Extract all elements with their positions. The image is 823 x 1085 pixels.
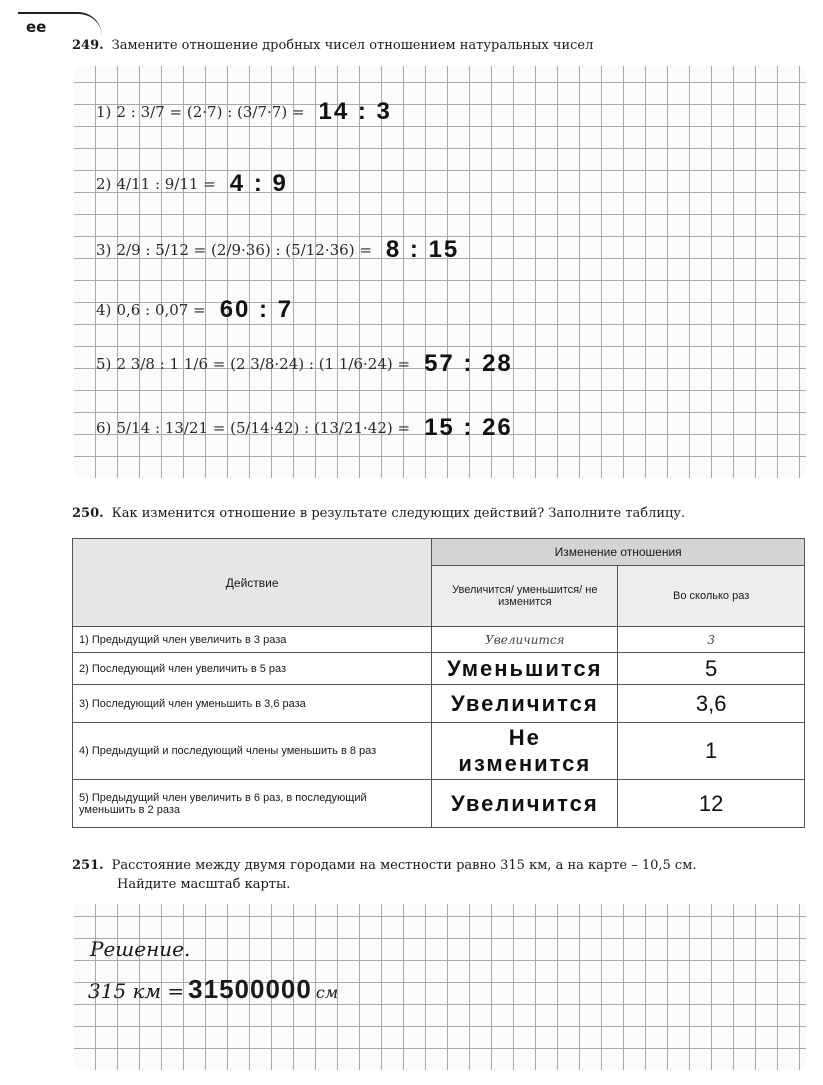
table-row <box>73 723 805 780</box>
page-mark: ее <box>26 18 47 36</box>
task-249-number: 249. <box>72 38 104 53</box>
task-251-prompt-line1: Расстояние между двумя городами на местности равно 315 км, а на карте – 10,5 см. <box>111 858 697 873</box>
row-times: 3 <box>618 627 805 653</box>
equation-row-5 <box>96 350 513 378</box>
row-times: 1 <box>618 723 805 780</box>
table-row <box>73 780 805 828</box>
row-times: 3,6 <box>618 685 805 723</box>
task-250-number: 250. <box>72 506 104 521</box>
row-direction: Увеличится <box>432 685 618 723</box>
equation-printed: 5/14 : 13/21 = (5/14·42) : (13/21·42) = <box>116 419 411 437</box>
row-action: 4) Предыдущий и последующий члены уменьшить в 8 раз <box>73 723 432 780</box>
row-direction: Не изменится <box>432 723 618 780</box>
equation-answer: 14 : 3 <box>318 98 392 125</box>
table-row <box>73 627 805 653</box>
equation-row-2 <box>96 170 288 198</box>
row-action: 5) Предыдущий член увеличить в 6 раз, в последующий уменьшить в 2 раза <box>73 780 432 828</box>
task-251-prompt-line2: Найдите масштаб карты. <box>117 877 291 892</box>
equation-answer: 57 : 28 <box>424 350 513 377</box>
task-249-prompt: Замените отношение дробных чисел отношением натуральных чисел <box>111 38 594 53</box>
equation-row-3 <box>96 236 459 264</box>
task-250-prompt: Как изменится отношение в результате следующих действий? Заполните таблицу. <box>111 506 686 521</box>
equation-answer: 8 : 15 <box>385 236 460 263</box>
equation-row-4 <box>96 296 293 324</box>
change-table <box>72 538 805 828</box>
header-times: Во сколько раз <box>618 566 805 627</box>
equation-printed: 2 3/8 : 1 1/6 = (2 3/8·24) : (1 1/6·24) = <box>116 355 411 373</box>
header-change: Изменение отношения <box>432 539 805 566</box>
task-250-heading <box>72 506 685 521</box>
equation-printed: 2 : 3/7 = (2·7) : (3/7·7) = <box>116 103 305 121</box>
solution-line <box>88 974 338 1005</box>
equation-label: 6) <box>96 419 112 437</box>
equation-answer: 4 : 9 <box>229 170 288 197</box>
equation-label: 2) <box>96 175 112 193</box>
task-251-heading <box>72 858 696 873</box>
equation-answer: 15 : 26 <box>424 414 513 441</box>
table-row <box>73 685 805 723</box>
row-times: 12 <box>618 780 805 828</box>
page-mark-line <box>18 12 70 14</box>
equation-answer: 60 : 7 <box>219 296 294 323</box>
task-249-heading <box>72 38 593 53</box>
solution-unit: см <box>315 983 339 1002</box>
equation-printed: 2/9 : 5/12 = (2/9·36) : (5/12·36) = <box>116 241 372 259</box>
solution-printed: 315 км = <box>88 979 185 1003</box>
equation-label: 1) <box>96 103 112 121</box>
row-direction: Увеличится <box>432 780 618 828</box>
equation-row-6 <box>96 414 513 442</box>
table-row <box>73 653 805 685</box>
equation-label: 4) <box>96 301 112 319</box>
row-direction: Увеличится <box>432 627 618 653</box>
equation-row-1 <box>96 98 392 126</box>
equation-label: 3) <box>96 241 112 259</box>
row-times: 5 <box>618 653 805 685</box>
equation-printed: 0,6 : 0,07 = <box>116 301 206 319</box>
header-action: Действие <box>73 539 432 627</box>
row-action: 3) Последующий член уменьшить в 3,6 раза <box>73 685 432 723</box>
equation-label: 5) <box>96 355 112 373</box>
task-251-number: 251. <box>72 858 104 873</box>
solution-answer: 31500000 <box>188 974 312 1004</box>
table-header-row <box>73 539 805 566</box>
solution-title: Решение. <box>90 937 191 961</box>
row-direction: Уменьшится <box>432 653 618 685</box>
row-action: 1) Предыдущий член увеличить в 3 раза <box>73 627 432 653</box>
header-direction: Увеличится/ уменьшится/ не изменится <box>432 566 618 627</box>
equation-printed: 4/11 : 9/11 = <box>116 175 216 193</box>
row-action: 2) Последующий член увеличить в 5 раз <box>73 653 432 685</box>
